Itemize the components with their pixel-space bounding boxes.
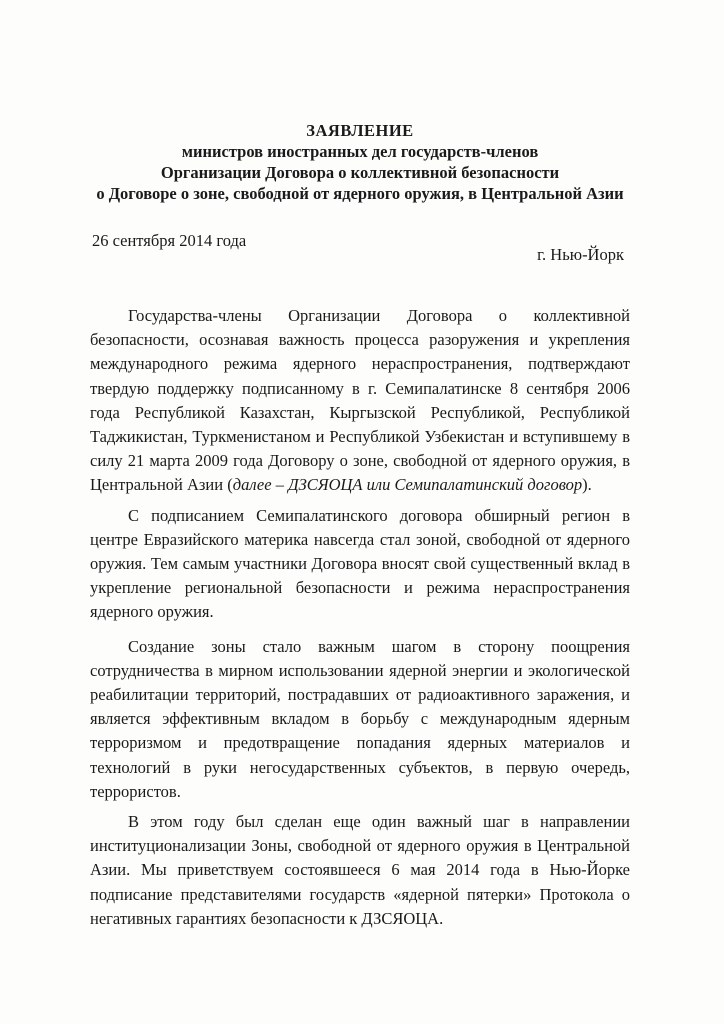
heading-subtitle-line-1: министров иностранных дел государств-членов (181, 142, 539, 161)
paragraph-3: Создание зоны стало важным шагом в сторону поощрения сотрудничества в мирном использовании ядерной энергии и экологической реабилитации территорий, пострадавших от радиоактивного заражения, и является эффективным вкладом в борьбу с международным ядерным терроризмом и предотвращение попадания ядерных материалов и технологий в руки негосударственных субъектов, в первую очередь, террористов. (90, 636, 630, 801)
statement-date: 26 сентября 2014 года (92, 231, 247, 250)
paragraph-1-italic-note: далее – ДЗСЯОЦА или Семипалатинский договор (232, 475, 583, 495)
paragraph-1 (90, 304, 630, 498)
statement-heading (60, 120, 660, 204)
paragraph-1-end: ). (582, 475, 592, 495)
heading-title: ЗАЯВЛЕНИЕ (306, 121, 414, 140)
heading-subtitle-line-3: о Договоре о зоне, свободной от ядерного оружия, в Центральной Азии (96, 184, 624, 203)
paragraph-2: С подписанием Семипалатинского договора обширный регион в центре Евразийского материка навсегда стал зоной, свободной от ядерного оружия. Тем самым участники Договора вносят свой существенный вклад в укрепление региональной безопасности и режима нераспространения ядерного оружия. (90, 505, 630, 622)
statement-body (90, 304, 630, 931)
paragraph-4: В этом году был сделан еще один важный шаг в направлении институционализации Зоны, свободной от ядерного оружия в Центральной Азии. Мы приветствуем состоявшееся 6 мая 2014 года в Нью-Йорке подписание представителями государств «ядерной пятерки» Протокола о негативных гарантиях безопасности к ДЗСЯОЦА. (90, 812, 630, 928)
statement-city: г. Нью-Йорк (537, 245, 624, 264)
heading-subtitle-line-2: Организации Договора о коллективной безопасности (160, 163, 560, 182)
paragraph-1-text: Государства-члены Организации Договора о коллективной безопасности, осознавая важность процесса разоружения и укрепления международного режима ядерного нераспространения, подтверждают твердую поддержку подписанному в г. Семипалатинске 8 сентября 2006 года Республикой Казахстан, Кыргызской Республикой, Республикой Таджикистан, Туркменистаном и Республикой Узбекистан и вступившему в силу 21 марта 2009 года Договору о зоне, свободной от ядерного оружия, в Центральной Азии ( (90, 306, 630, 495)
